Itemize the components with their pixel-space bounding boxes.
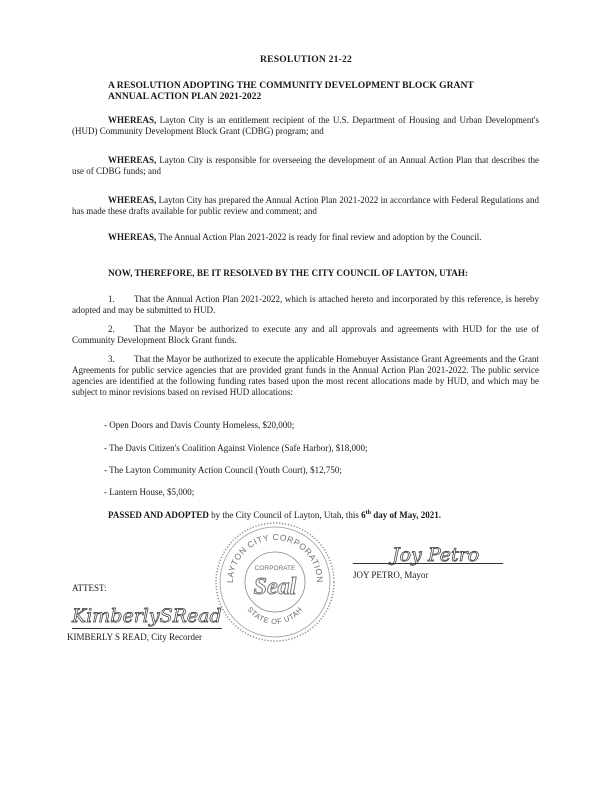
mayor-name: JOY PETRO, Mayor — [353, 570, 429, 580]
whereas-lead: WHEREAS, — [108, 195, 157, 205]
seal-bottom-text: STATE OF UTAH — [245, 605, 305, 627]
passed-day-suffix: th — [365, 510, 371, 516]
resolution-item — [72, 354, 539, 398]
seal-inner-top: CORPORATE — [254, 565, 296, 572]
resolution-item — [72, 294, 539, 316]
passed-day: 6 — [361, 510, 366, 520]
item-text: That the Annual Action Plan 2021-2022, which is attached hereto and incorporated by this reference, is hereby adopted and may be submitted to HUD. — [72, 294, 539, 315]
whereas-paragraph — [72, 155, 539, 177]
passed-tail: day of May, 2021. — [370, 510, 441, 520]
whereas-text: The Annual Action Plan 2021-2022 is ready for final review and adoption by the Council. — [156, 232, 482, 242]
svg-text:Joy Petro: Joy Petro — [392, 544, 480, 566]
seal-inner-main: Seal — [253, 574, 297, 600]
attest-label: ATTEST: — [72, 583, 107, 593]
passed-lead: PASSED AND ADOPTED — [108, 510, 209, 520]
item-text: That the Mayor be authorized to execute any and all approvals and agreements with HUD for the use of Community Development Block Grant funds. — [72, 324, 539, 345]
item-text: That the Mayor be authorized to execute the applicable Homebuyer Assistance Grant Agreements and the Grant Agreements for public service agencies that are provided grant funds in the Annual Action Plan 2021-2022. The public service agencies are identified at the following funding rates based upon the most recent allocations made by HUD, and which may be subject to minor revisions based on revised HUD allocations: — [72, 354, 539, 397]
document-title: RESOLUTION 21-22 — [260, 54, 352, 65]
whereas-paragraph — [72, 195, 539, 217]
resolved-heading: NOW, THEREFORE, BE IT RESOLVED BY THE CITY COUNCIL OF LAYTON, UTAH: — [108, 268, 469, 278]
agency-item: - The Layton Community Action Council (Youth Court), $12,750; — [104, 465, 342, 475]
item-number: 1. — [108, 294, 115, 304]
whereas-text: Layton City is an entitlement recipient of the U.S. Department of Housing and Urban Development's (HUD) Community Development Block Grant (CDBG) program; and — [72, 115, 539, 136]
whereas-text: Layton City is responsible for overseeing the development of an Annual Action Plan that describes the use of CDBG funds; and — [72, 155, 539, 176]
agency-item: - The Davis Citizen's Coalition Against Violence (Safe Harbor), $18,000; — [104, 443, 368, 453]
whereas-lead: WHEREAS, — [108, 155, 157, 165]
document-subtitle: A RESOLUTION ADOPTING THE COMMUNITY DEVELOPMENT BLOCK GRANT ANNUAL ACTION PLAN 2021-2022 — [108, 80, 474, 102]
whereas-paragraph — [72, 232, 539, 243]
whereas-lead: WHEREAS, — [108, 115, 157, 125]
agency-item: - Open Doors and Davis County Homeless, $20,000; — [104, 420, 295, 430]
recorder-signature — [70, 598, 230, 630]
seal-top-text: LAYTON CITY CORPORATION — [224, 531, 326, 584]
whereas-paragraph — [72, 115, 539, 137]
passed-middle: by the City Council of Layton, Utah, this — [208, 510, 362, 520]
item-number: 3. — [108, 354, 115, 364]
recorder-signature-line — [72, 628, 222, 629]
resolution-item — [72, 324, 539, 346]
svg-text:KimberlySRead: KimberlySRead — [72, 605, 222, 627]
mayor-signature — [388, 537, 508, 571]
agency-item: - Lantern House, $5,000; — [104, 487, 195, 497]
corporate-seal — [213, 520, 337, 644]
whereas-text: Layton City has prepared the Annual Action Plan 2021-2022 in accordance with Federal Regulations and has made these drafts available for public review and comment; and — [72, 195, 539, 216]
mayor-signature-line — [353, 563, 503, 564]
item-number: 2. — [108, 324, 115, 334]
whereas-lead: WHEREAS, — [108, 232, 157, 242]
recorder-name: KIMBERLY S READ, City Recorder — [67, 632, 203, 642]
